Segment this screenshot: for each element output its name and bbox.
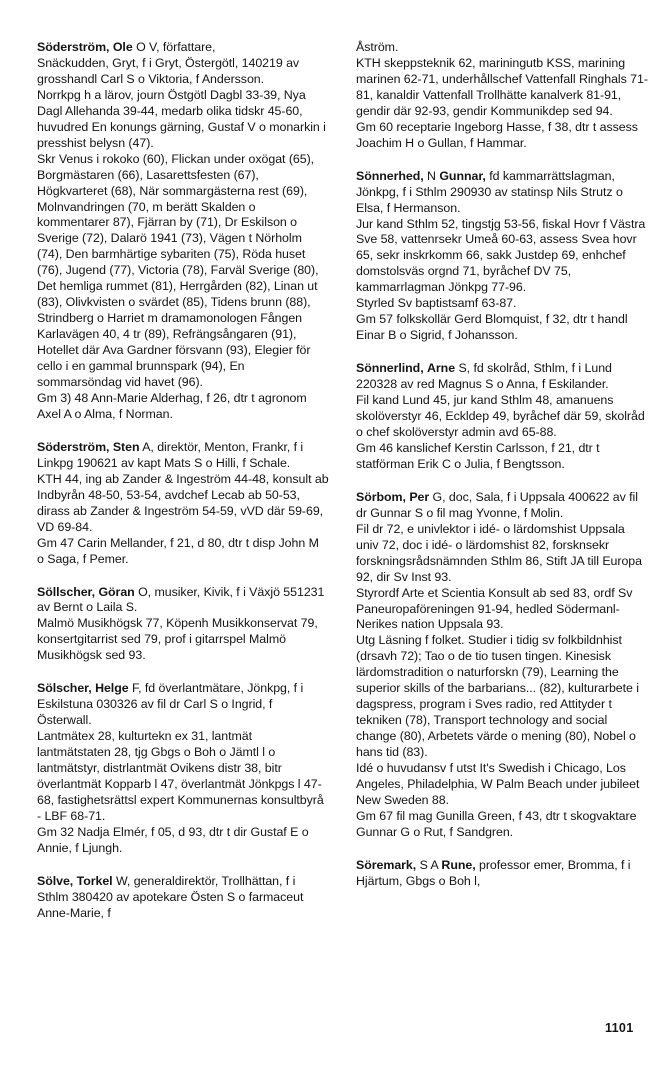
entry-head xyxy=(37,681,329,729)
entry-surname: Söderström, xyxy=(37,40,110,54)
entry-head xyxy=(356,858,648,890)
entry-prefix: S A xyxy=(416,857,442,872)
entry-head xyxy=(37,874,329,922)
entry-para: Fil kand Lund 45, jur kand Sthlm 48, amanuens skolöverstyr 46, Eckldep 49, byråchef där 59, skolråd o chef skolöverstyr admin avd 65-88. xyxy=(356,393,645,439)
entry-para: Fil dr 72, e univlektor i idé- o lärdomshist Uppsala univ 72, doc i idé- o lärdomshist 82, forsknsekr forskningsrådsnämnden Sthlm 86, Stift JA till Europa 92, dir Sv Inst 93. xyxy=(356,521,642,584)
entry-given: Torkel xyxy=(76,873,113,888)
entry-given: Per xyxy=(409,489,430,504)
entry-given: Rune, xyxy=(441,857,476,872)
entry-head xyxy=(37,40,329,56)
entry-rest: O, musiker, Kivik, f i Växjö 551231 av Bernt o Laila S. xyxy=(37,584,325,615)
entry-para: KTH 44, ing ab Zander & Ingeström 44-48, konsult ab Indbyrån 48-50, 53-54, avdchef Lecab ab 50-53, dirass ab Zander & Ingeström 54-59, vVD där 59-69, VD 69-84. xyxy=(37,471,329,534)
entry-given: Sten xyxy=(112,439,140,454)
entry-sollscher-goran xyxy=(37,585,329,665)
entry-para: Gm 32 Nadja Elmér, f 05, d 93, dtr t dir Gustaf E o Annie, f Ljungh. xyxy=(37,824,309,855)
entry-surname: Sörbom, xyxy=(356,489,406,504)
entry-para: Gm 3) 48 Ann-Marie Alderhag, f 26, dtr t agronom Axel A o Alma, f Norman. xyxy=(37,390,307,421)
entry-sonnerlind-arne xyxy=(356,361,648,473)
entry-para: Gm 60 receptarie Ingeborg Hasse, f 38, dtr t assess Joachim H o Gullan, f Hammar. xyxy=(356,119,638,150)
entry-rest: fd kammarrättslagman, Jönkpg, f i Sthlm 290930 av statinsp Nils Strutz o Elsa, f Hermanson. xyxy=(356,168,623,215)
entry-para: Åström. xyxy=(356,40,399,54)
entry-given: Arne xyxy=(427,361,456,376)
entry-prefix: N xyxy=(423,168,440,183)
entry-head xyxy=(356,490,648,522)
entry-sorbom-per xyxy=(356,490,648,841)
entry-soremark-rune xyxy=(356,858,648,890)
entry-surname: Sölve, xyxy=(37,873,74,888)
entry-head xyxy=(37,585,329,617)
entry-rest: W, generaldirektör, Trollhättan, f i Sthlm 380420 av apotekare Östen S o farmaceut Anne-Marie, f xyxy=(37,873,304,920)
entry-para: Jur kand Sthlm 52, tingstjg 53-56, fiskal Hovr f Västra Sve 58, vattenrsekr Umeå 60-63, assess Svea hovr 65, sekr inskrkomm 66, sakk Justdep 69, enhchef domstolsväs orgnd 71, byråchef DV 75, kammarrlagman Jönkpg 77-96. xyxy=(356,216,646,295)
entry-surname: Sönnerhed, xyxy=(356,168,424,183)
entry-surname: Sönnerlind, xyxy=(356,361,424,376)
entry-head xyxy=(356,169,648,217)
entry-para: Norrkpg h a lärov, journ Östgötl Dagbl 33-39, Nya Dagl Allehanda 39-44, medarb olika tidskr 45-60, huvudred En konungs gärning, Gustaf V o monarkin i presshist belysn (47). xyxy=(37,87,326,150)
entry-para: Malmö Musikhögsk 77, Köpenh Musikkonservat 79, konsertgitarrist sed 79, prof i gitarrspel Malmö Musikhögsk sed 93. xyxy=(37,616,318,663)
entry-given: Ole xyxy=(112,40,133,54)
entry-rest: S, fd skolråd, Sthlm, f i Lund 220328 av red Magnus S o Anna, f Eskilander. xyxy=(356,361,612,392)
entry-rest: G, doc, Sala, f i Uppsala 400622 av fil dr Gunnar S o fil mag Yvonne, f Molin. xyxy=(356,489,638,520)
entry-given: Göran xyxy=(98,584,135,599)
entry-head xyxy=(356,361,648,393)
entry-para: Idé o huvudansv f utst It's Swedish i Chicago, Los Angeles, Philadelphia, W Palm Beach under jubileet New Sweden 88. xyxy=(356,761,640,807)
entry-soderstrom-sten xyxy=(37,440,329,568)
entry-continuation xyxy=(356,40,648,152)
entry-rest: O V, författare, xyxy=(132,40,216,54)
entry-head xyxy=(37,440,329,472)
entry-para: Skr Venus i rokoko (60), Flickan under oxögat (65), Borgmästaren (66), Lasarettsfesten (67), Högkvarteret (68), När sommargästerna rest (69), Molnvandringen (70, m berätt Skalden o kommentarer 87), Fjärran by (71), Dr Eskilson o Sverige (72), Dalarö 1941 (73), Vägen t Nörholm (74), Den barmhärtige sybariten (75), Röda huset (76), Jugend (77), Victoria (78), Farväl Sverige (80), Det hemliga rummet (81), Herrgården (82), Linan ut (83), Olivkvisten o svärdet (85), Tidens brunn (88), Strindberg o Harriet m dramamonologen Fången Karlavägen 40, 4 tr (89), Refrängsångaren (91), Hotellet där Ava Gardner försvann (93), Elegier för cello i en gammal brunnspark (94), En sommarsöndag vid havet (96). xyxy=(37,151,319,390)
entry-rest: A, direktör, Menton, Frankr, f i Linkpg 190621 av kapt Mats S o Hilli, f Schale. xyxy=(37,439,304,470)
entry-para: Gm 46 kanslichef Kerstin Carlsson, f 21, dtr t statförman Erik C o Julia, f Bengtsson. xyxy=(356,440,600,471)
entry-para: Utg Läsning f folket. Studier i tidig sv folkbildnhist (drsavh 72); Tao o de tio tusen tingen. Kinesisk lärdomstradition o naturforskn (79), Learning the superior skills of the barbarians... (82), kulturarbete i dagspress, program i Sves radio, red Attityder t tekniken (78), Transport technology and social change (80), Arbetets värde o mening (80), Nobel o hans tid (83). xyxy=(356,633,639,760)
entry-para: Lantmätex 28, kulturtekn ex 31, lantmät lantmätstaten 28, tjg Gbgs o Boh o Jämtl l o lantmätstyr, distrlantmät Ovikens distr 38, bitr överlantmät Kopparb l 47, överlantmät Jönkpgs l 47-68, fastighetsrättsl expert Kommunernas konsultbyrå - LBF 68-71. xyxy=(37,729,324,823)
entry-rest: F, fd överlantmätare, Jönkpg, f i Eskilstuna 030326 av fil dr Carl S o Ingrid, f Österwall. xyxy=(37,681,304,728)
entry-para: KTH skeppsteknik 62, mariningutb KSS, marining marinen 62-71, underhållschef Vattenfall Ringhals 71-81, kanaldir Vattenfall Trollhätte kanalverk 81-91, gendir där 92-93, gendir Kommunikdep sed 94. xyxy=(356,55,648,118)
entry-surname: Söremark, xyxy=(356,857,417,872)
entry-para: Gm 67 fil mag Gunilla Green, f 43, dtr t skogvaktare Gunnar G o Rut, f Sandgren. xyxy=(356,808,637,839)
entry-rest: professor emer, Bromma, f i Hjärtum, Gbgs o Boh l, xyxy=(356,857,631,888)
right-column xyxy=(356,40,648,907)
page-number: 1101 xyxy=(605,1021,634,1035)
entry-soderstrom-ole xyxy=(37,40,329,423)
entry-solve-torkel xyxy=(37,874,329,922)
entry-para: Gm 57 folkskollär Gerd Blomquist, f 32, dtr t handl Einar B o Sigrid, f Johansson. xyxy=(356,312,628,343)
entry-para: Styrled Sv baptistsamf 63-87. xyxy=(356,296,517,311)
entry-solscher-helge xyxy=(37,681,329,856)
entry-para: Styrordf Arte et Scientia Konsult ab sed 83, ordf Sv Paneuropaföreningen 91-94, hedled Södermanl-Nerikes nation Uppsala 93. xyxy=(356,585,633,632)
entry-surname: Söllscher, xyxy=(37,584,96,599)
entry-para: Snäckudden, Gryt, f i Gryt, Östergötl, 140219 av grosshandl Carl S o Viktoria, f Andersson. xyxy=(37,55,300,86)
entry-surname: Söderström, xyxy=(37,439,110,454)
entry-given: Helge xyxy=(95,681,129,696)
left-column xyxy=(37,40,329,939)
entry-sonnerhed-gunnar xyxy=(356,169,648,344)
entry-surname: Sölscher, xyxy=(37,681,92,696)
entry-given: Gunnar, xyxy=(439,168,486,183)
entry-para: Gm 47 Carin Mellander, f 21, d 80, dtr t disp John M o Saga, f Pemer. xyxy=(37,535,319,566)
